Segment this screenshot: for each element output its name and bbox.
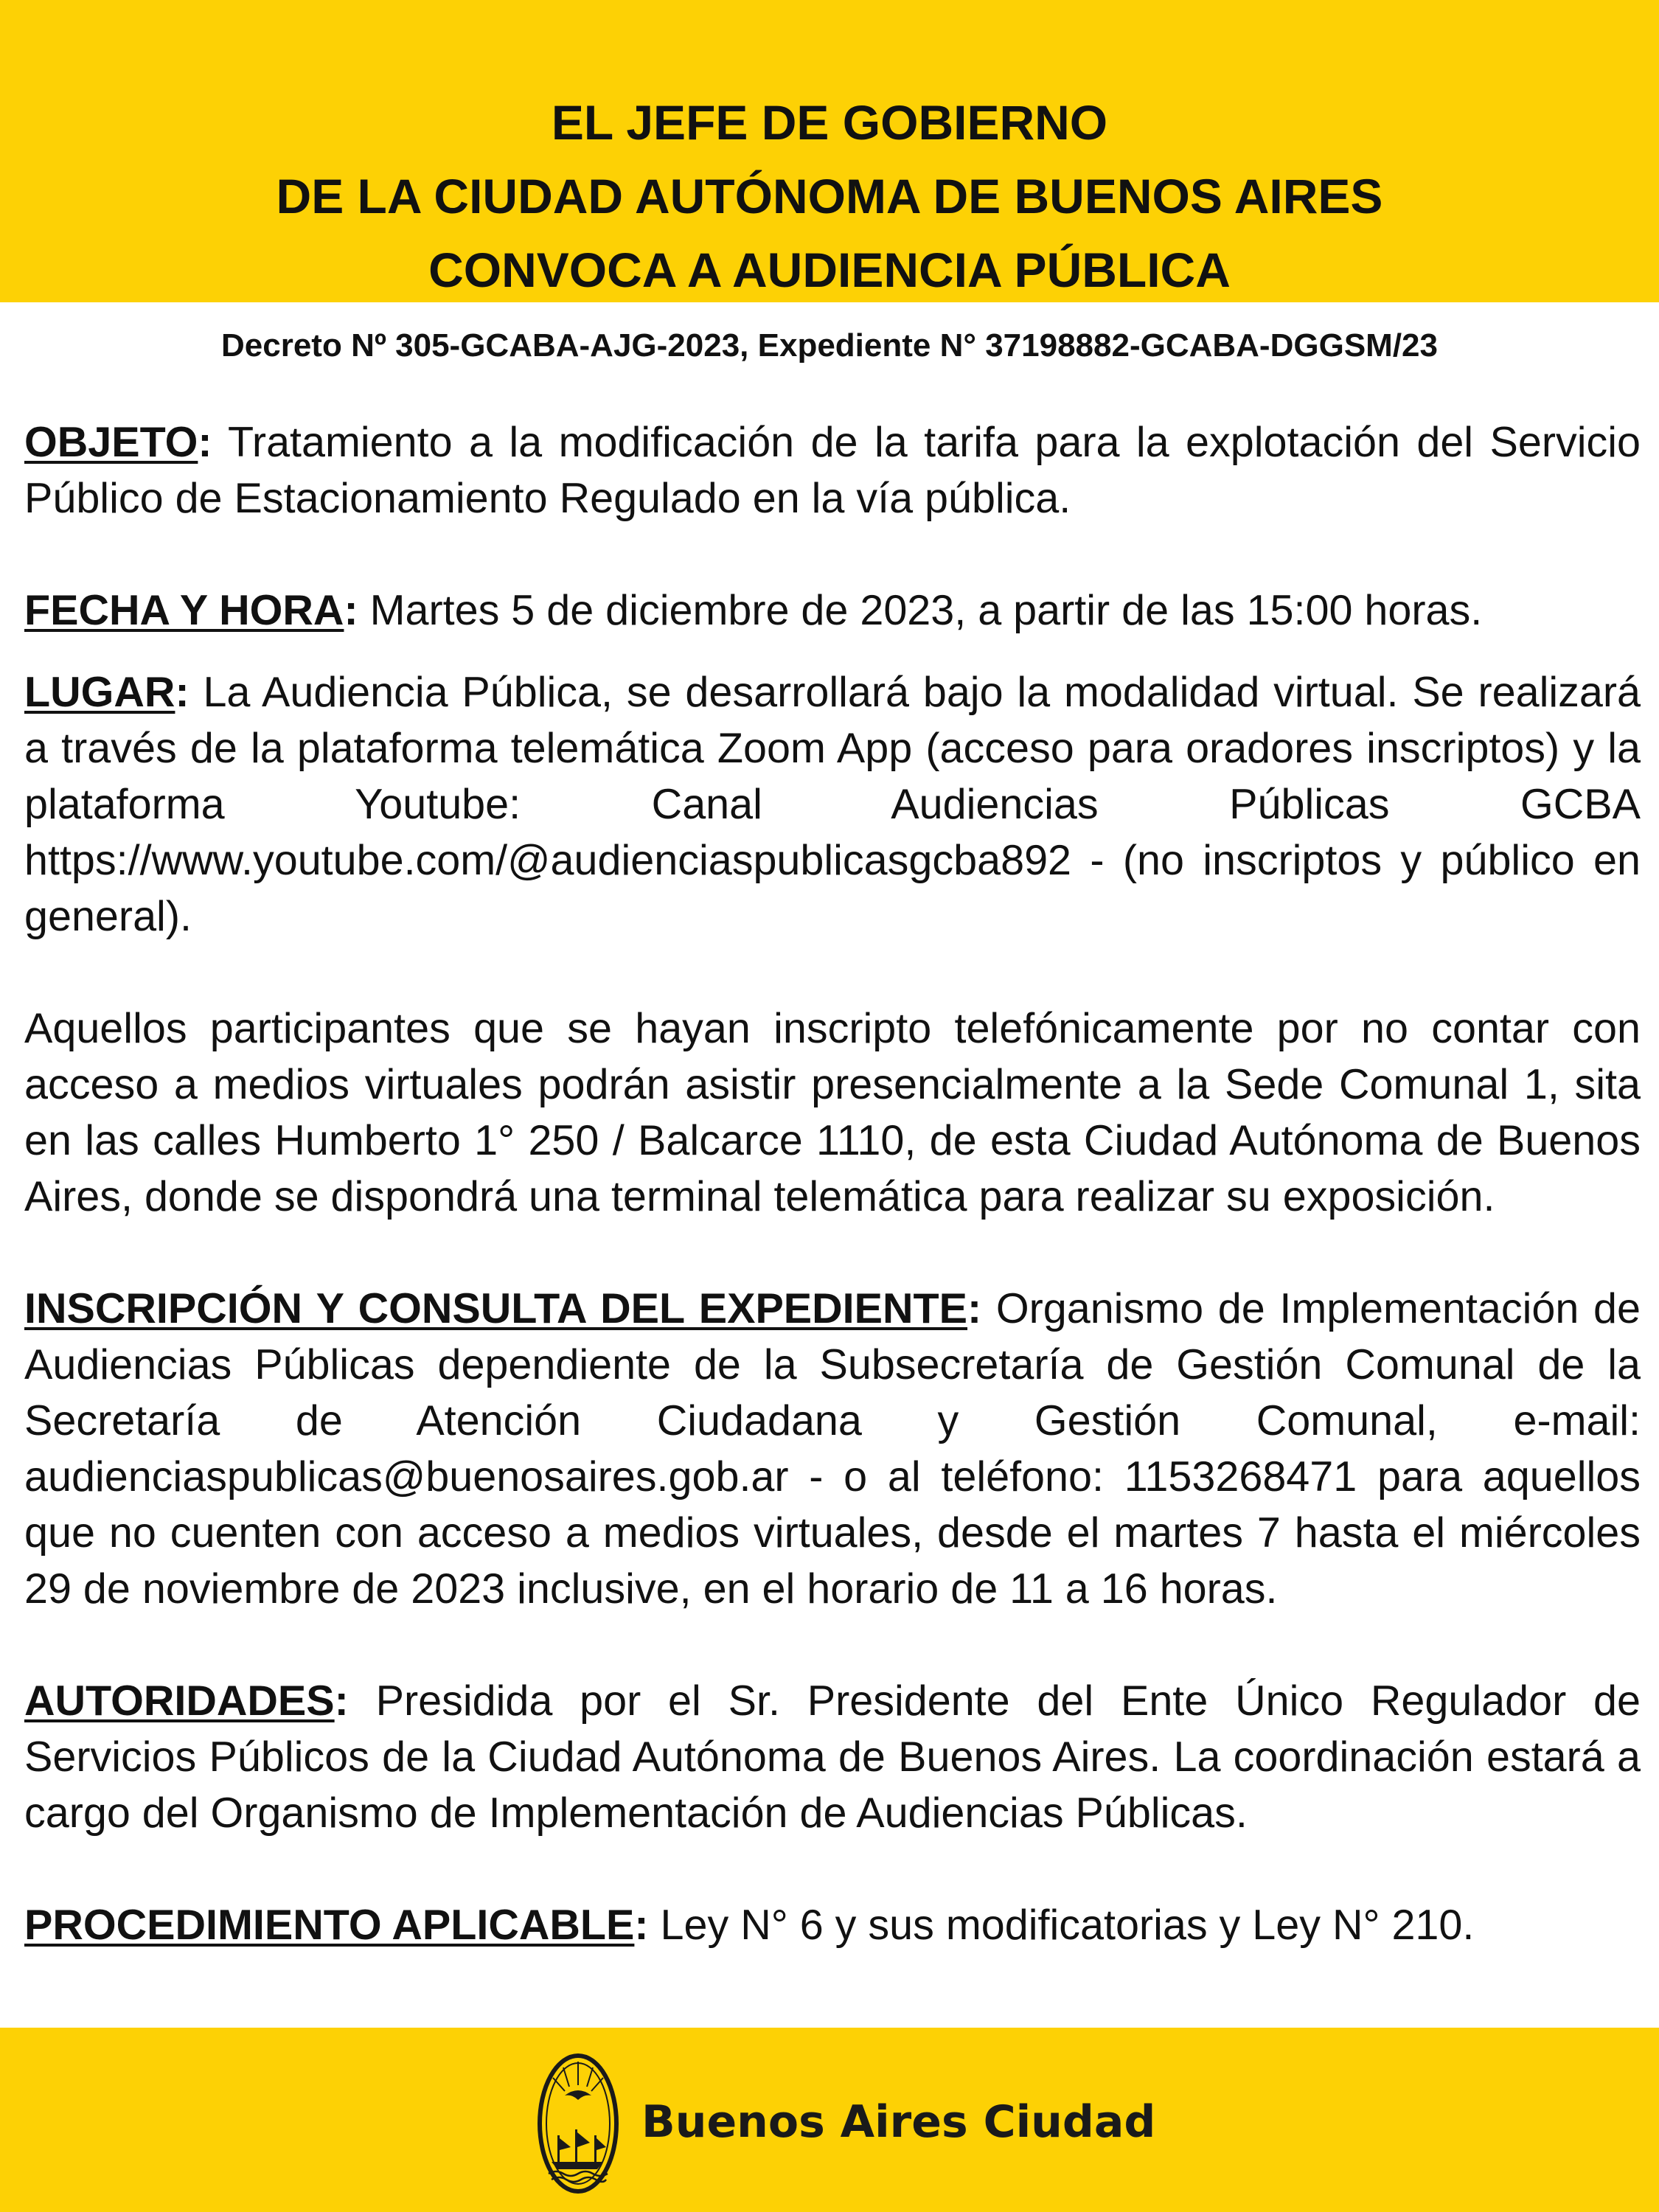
decree-reference: Decreto Nº 305-GCABA-AJG-2023, Expediente N° 37198882-GCABA-DGGSM/23 [221,327,1438,364]
section-fecha-label: FECHA Y HORA [24,587,344,634]
section-lugar-text: La Audiencia Pública, se desarrollará bajo la modalidad virtual. Se realizará a través de la plataforma telemática Zoom App (acceso para oradores inscriptos) y la plataforma Youtube: Canal Audiencias Públicas GCBA https://www.youtube.com/@audienciaspublicasgcba892 - (no inscriptos y público en general). [24,669,1641,940]
section-objeto: OBJETO: Tratamiento a la modificación de la tarifa para la explotación del Servicio Público de Estacionamiento Regulado en la vía pública. [24,419,1641,522]
section-inscripcion-label: INSCRIPCIÓN Y CONSULTA DEL EXPEDIENTE [24,1285,968,1332]
section-participantes-text: Aquellos participantes que se hayan inscripto telefónicamente por no contar con acceso a medios virtuales podrán asistir presencialmente a la Sede Comunal 1, sita en las calles Humberto 1° 250 / Balcarce 1110, de esta Ciudad Autónoma de Buenos Aires, donde se dispondrá una terminal telemática para realizar su exposición. [24,1005,1641,1220]
section-procedimiento: PROCEDIMIENTO APLICABLE: Ley N° 6 y sus modificatorias y Ley N° 210. [24,1902,1475,1949]
section-autoridades-label: AUTORIDADES [24,1677,335,1725]
section-autoridades: AUTORIDADES: Presidida por el Sr. Presidente del Ente Único Regulador de Servicios Públicos de la Ciudad Autónoma de Buenos Aires. La coordinación estará a cargo del Organismo de Implementación de Audiencias Públicas. [24,1677,1641,1837]
section-procedimiento-label: PROCEDIMIENTO APLICABLE [24,1902,635,1949]
section-fecha-text: Martes 5 de diciembre de 2023, a partir de las 15:00 horas. [369,587,1483,634]
header-line-2: DE LA CIUDAD AUTÓNOMA DE BUENOS AIRES [276,169,1383,223]
section-fecha: FECHA Y HORA: Martes 5 de diciembre de 2023, a partir de las 15:00 horas. [24,587,1483,634]
section-autoridades-text: Presidida por el Sr. Presidente del Ente Único Regulador de Servicios Públicos de la Ciudad Autónoma de Buenos Aires. La coordinación estará a cargo del Organismo de Implementación de Audiencias Públicas. [24,1677,1641,1837]
notice-body [24,414,1641,1953]
section-objeto-text: Tratamiento a la modificación de la tarifa para la explotación del Servicio Público de Estacionamiento Regulado en la vía pública. [24,419,1641,522]
section-lugar: LUGAR: La Audiencia Pública, se desarrollará bajo la modalidad virtual. Se realizará a través de la plataforma telemática Zoom App (acceso para oradores inscriptos) y la plataforma Youtube: Canal Audiencias Públicas GCBA https://www.youtube.com/@audienciaspublicasgcba892 - (no inscriptos y público en general). [24,669,1641,940]
section-procedimiento-text: Ley N° 6 y sus modificatorias y Ley N° 210. [660,1902,1475,1949]
section-participantes [24,1001,1641,1225]
header-band [0,0,1659,302]
brand-name: Buenos Aires Ciudad [641,2096,1156,2148]
header-line-3: CONVOCA A AUDIENCIA PÚBLICA [428,243,1231,297]
city-coat-of-arms-icon [535,2047,621,2194]
section-objeto-label: OBJETO [24,419,198,466]
section-inscripcion: INSCRIPCIÓN Y CONSULTA DEL EXPEDIENTE: Organismo de Implementación de Audiencias Públicas dependiente de la Subsecretaría de Gestión Comunal de la Secretaría de Atención Ciudadana y Gestión Comunal, e-mail: audienciaspublicas@buenosaires.gob.ar - o al teléfono: 1153268471 para aquellos que no cuenten con acceso a medios virtuales, desde el martes 7 hasta el miércoles 29 de noviembre de 2023 inclusive, en el horario de 11 a 16 horas. [24,1285,1641,1613]
header-line-1: EL JEFE DE GOBIERNO [551,95,1108,150]
section-inscripcion-text: Organismo de Implementación de Audiencias Públicas dependiente de la Subsecretaría de Gestión Comunal de la Secretaría de Atención Ciudadana y Gestión Comunal, e-mail: audienciaspublicas@buenosaires.gob.ar - o al teléfono: 1153268471 para aquellos que no cuenten con acceso a medios virtuales, desde el martes 7 hasta el miércoles 29 de noviembre de 2023 inclusive, en el horario de 11 a 16 horas. [24,1285,1641,1613]
section-lugar-label: LUGAR [24,669,175,716]
